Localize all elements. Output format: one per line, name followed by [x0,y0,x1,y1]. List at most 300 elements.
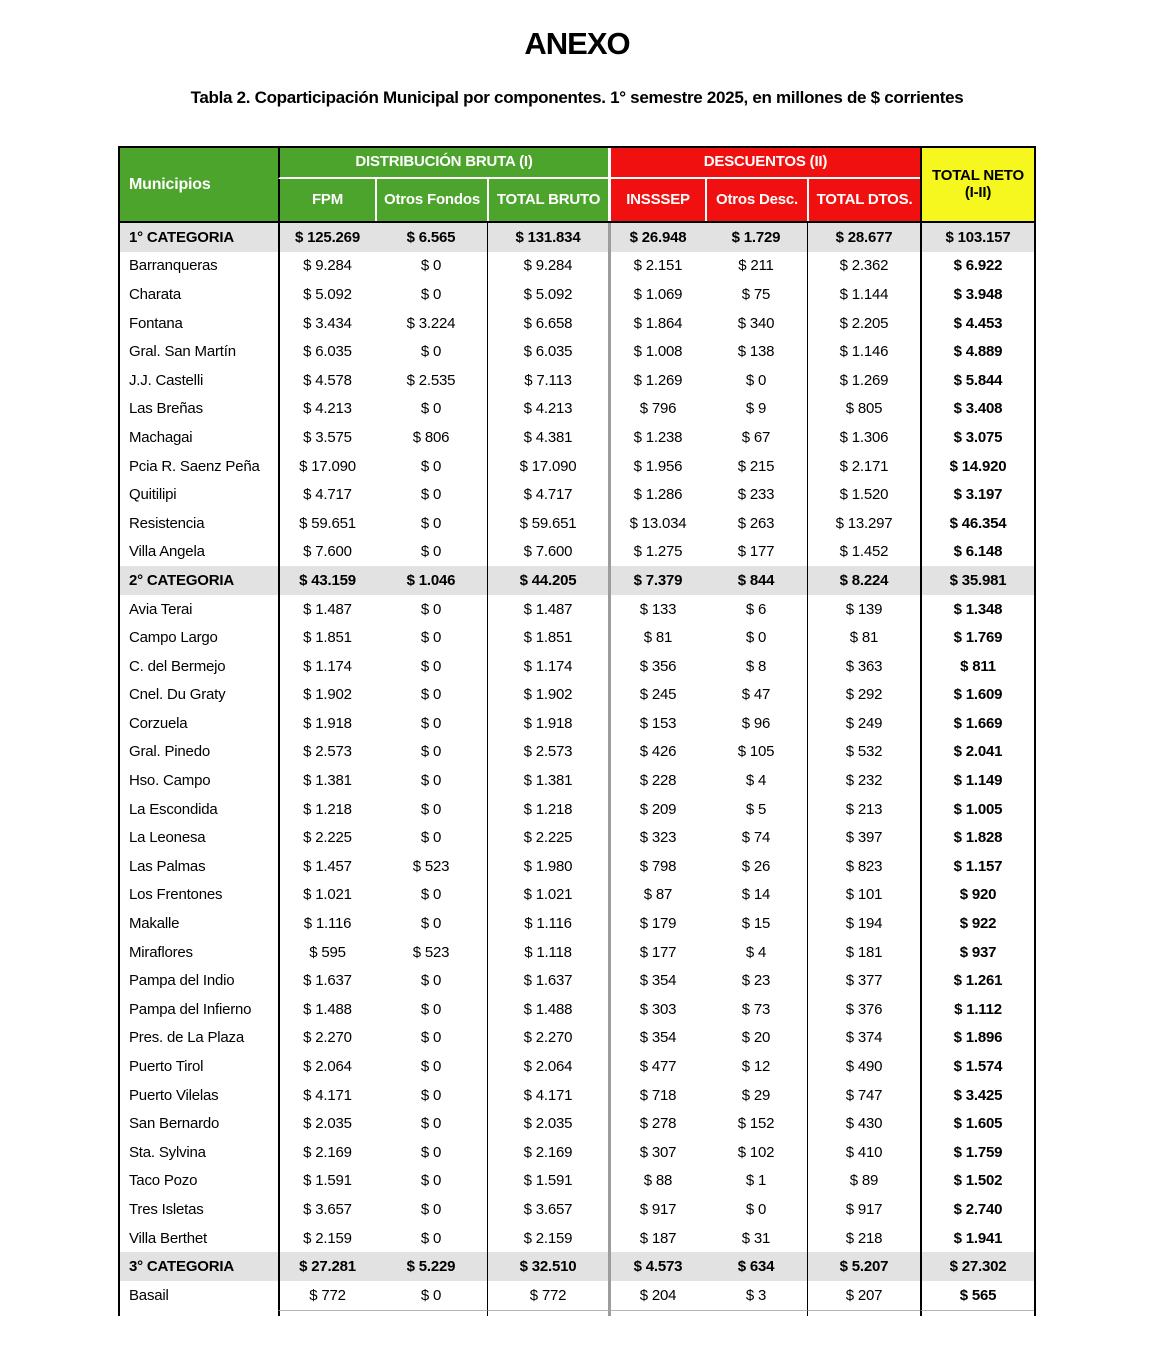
total-dtos-value-cell: $ 363 [807,652,920,681]
otros-desc-value-cell: $ 12 [741,1058,771,1076]
otros-fondos-value-cell: $ 0 [420,1286,442,1304]
total-bruto-value-cell: $ 2.064 [487,1052,608,1081]
municipality-cell: C. del Bermejo [129,657,226,675]
total-bruto-value-cell: $ 2.270 [487,1024,608,1053]
total-dtos-value-cell: $ 805 [807,395,920,424]
table-row [120,509,1034,538]
municipality-cell: La Leonesa [129,829,206,847]
fpm-value-cell: $ 1.381 [278,766,375,795]
total-neto-value-cell: $ 3.425 [920,1081,1034,1110]
otros-desc-value-cell: $ 634 [737,1258,775,1276]
fpm-value-cell: $ 2.169 [278,1138,375,1167]
total-dtos-value-cell: $ 374 [807,1024,920,1053]
total-bruto-value-cell: $ 5.092 [487,280,608,309]
total-bruto-value-cell: $ 4.381 [487,423,608,452]
total-bruto-value-cell: $ 9.284 [487,252,608,281]
total-dtos-value-cell: $ 747 [807,1081,920,1110]
total-neto-value-cell: $ 3.075 [920,423,1034,452]
fpm-value-cell: $ 2.064 [278,1052,375,1081]
total-neto-value-cell: $ 4.889 [920,337,1034,366]
header-total-bruto: TOTAL BRUTO [487,179,608,221]
header-total-neto: TOTAL NETO (I-II) [920,148,1034,221]
total-neto-value-cell: $ 937 [920,938,1034,967]
table-row [120,1138,1034,1167]
table-row [120,995,1034,1024]
otros-fondos-value-cell: $ 0 [420,800,442,818]
total-bruto-value-cell: $ 59.651 [487,509,608,538]
otros-fondos-value-cell: $ 1.046 [406,571,456,589]
fpm-value-cell: $ 1.591 [278,1167,375,1196]
total-neto-value-cell: $ 3.197 [920,480,1034,509]
total-bruto-value-cell: $ 7.600 [487,538,608,567]
table-row [120,223,1034,252]
total-bruto-value-cell: $ 1.116 [487,909,608,938]
municipality-cell: Charata [129,285,181,303]
total-dtos-value-cell: $ 917 [807,1195,920,1224]
otros-desc-value-cell: $ 9 [745,400,767,418]
total-dtos-value-cell: $ 377 [807,966,920,995]
total-dtos-value-cell: $ 5.207 [807,1252,920,1281]
fpm-value-cell: $ 1.637 [278,966,375,995]
otros-fondos-value-cell: $ 0 [420,629,442,647]
fpm-value-cell: $ 1.488 [278,995,375,1024]
fpm-value-cell: $ 6.035 [278,337,375,366]
otros-desc-value-cell: $ 0 [745,371,767,389]
total-bruto-value-cell: $ 1.381 [487,766,608,795]
total-dtos-value-cell: $ 81 [807,623,920,652]
otros-desc-value-cell: $ 4 [745,943,767,961]
otros-fondos-value-cell: $ 0 [420,1229,442,1247]
table-row [120,395,1034,424]
total-bruto-value-cell: $ 772 [487,1281,608,1310]
otros-desc-value-cell: $ 15 [741,915,771,933]
municipality-cell: Las Palmas [129,857,206,875]
total-bruto-value-cell: $ 2.159 [487,1224,608,1253]
fpm-value-cell: $ 1.918 [278,709,375,738]
total-neto-value-cell: $ 1.769 [920,623,1034,652]
otros-fondos-value-cell: $ 806 [412,428,450,446]
total-bruto-value-cell: $ 2.225 [487,823,608,852]
total-neto-value-cell: $ 1.348 [920,595,1034,624]
total-neto-value-cell: $ 6.148 [920,538,1034,567]
municipality-cell: Puerto Tirol [129,1058,204,1076]
total-neto-value-cell: $ 5.844 [920,366,1034,395]
otros-desc-value-cell: $ 152 [737,1115,775,1133]
total-bruto-value-cell: $ 1.487 [487,595,608,624]
header-fpm: FPM [278,179,375,221]
municipality-cell: Pcia R. Saenz Peña [129,457,260,475]
total-dtos-value-cell: $ 1.306 [807,423,920,452]
total-dtos-value-cell: $ 490 [807,1052,920,1081]
municipality-cell: Cnel. Du Graty [129,686,226,704]
fpm-value-cell: $ 4.717 [278,480,375,509]
fpm-value-cell: $ 27.281 [278,1252,375,1281]
otros-fondos-value-cell: $ 0 [420,400,442,418]
municipality-cell: Taco Pozo [129,1172,198,1190]
municipality-cell: 2° CATEGORIA [129,571,234,589]
otros-desc-value-cell: $ 105 [737,743,775,761]
table-row [120,1024,1034,1053]
otros-desc-value-cell: $ 4 [745,772,767,790]
total-bruto-value-cell: $ 1.488 [487,995,608,1024]
otros-desc-value-cell: $ 75 [741,285,771,303]
otros-desc-value-cell: $ 263 [737,514,775,532]
total-dtos-value-cell: $ 249 [807,709,920,738]
total-dtos-value-cell: $ 430 [807,1109,920,1138]
total-neto-value-cell: $ 1.005 [920,795,1034,824]
table-row [120,252,1034,281]
fpm-value-cell: $ 1.174 [278,652,375,681]
inssep-value-cell: $ 177 [608,938,705,967]
inssep-value-cell: $ 798 [608,852,705,881]
municipality-cell: Villa Angela [129,543,205,561]
table-row [120,738,1034,767]
inssep-value-cell: $ 354 [608,966,705,995]
municipality-cell: La Escondida [129,800,218,818]
table-row [120,623,1034,652]
total-neto-value-cell: $ 1.828 [920,823,1034,852]
fpm-value-cell: $ 4.578 [278,366,375,395]
fpm-value-cell: $ 43.159 [278,566,375,595]
total-dtos-value-cell: $ 207 [807,1281,920,1310]
total-dtos-value-cell: $ 89 [807,1167,920,1196]
inssep-value-cell: $ 179 [608,909,705,938]
municipality-cell: Makalle [129,915,180,933]
inssep-value-cell: $ 354 [608,1024,705,1053]
otros-fondos-value-cell: $ 0 [420,915,442,933]
otros-fondos-value-cell: $ 0 [420,714,442,732]
total-dtos-value-cell: $ 139 [807,595,920,624]
header-total-dtos: TOTAL DTOS. [807,179,920,221]
otros-fondos-value-cell: $ 0 [420,1200,442,1218]
municipality-cell: Sta. Sylvina [129,1143,206,1161]
total-dtos-value-cell: $ 28.677 [807,223,920,252]
otros-fondos-value-cell: $ 0 [420,1029,442,1047]
table-row [120,566,1034,595]
total-dtos-value-cell: $ 218 [807,1224,920,1253]
otros-fondos-value-cell: $ 0 [420,657,442,675]
total-neto-value-cell: $ 1.502 [920,1167,1034,1196]
otros-desc-value-cell: $ 26 [741,857,771,875]
inssep-value-cell: $ 187 [608,1224,705,1253]
otros-desc-value-cell: $ 102 [737,1143,775,1161]
total-dtos-value-cell: $ 1.144 [807,280,920,309]
table-header [120,148,1034,223]
total-neto-value-cell: $ 922 [920,909,1034,938]
inssep-value-cell: $ 303 [608,995,705,1024]
otros-desc-value-cell: $ 31 [741,1229,771,1247]
total-neto-value-cell: $ 1.605 [920,1109,1034,1138]
header-group-distribucion-bruta: DISTRIBUCIÓN BRUTA (I) [278,148,608,179]
total-dtos-value-cell: $ 532 [807,738,920,767]
table-row [120,709,1034,738]
total-bruto-value-cell: $ 1.851 [487,623,608,652]
otros-fondos-value-cell: $ 0 [420,343,442,361]
fpm-value-cell: $ 2.225 [278,823,375,852]
otros-fondos-value-cell: $ 0 [420,972,442,990]
inssep-value-cell: $ 1.269 [608,366,705,395]
otros-fondos-value-cell: $ 0 [420,829,442,847]
total-bruto-value-cell: $ 3.657 [487,1195,608,1224]
municipality-cell: Barranqueras [129,257,218,275]
otros-desc-value-cell: $ 29 [741,1086,771,1104]
otros-fondos-value-cell: $ 0 [420,1058,442,1076]
total-neto-value-cell: $ 4.453 [920,309,1034,338]
fpm-value-cell: $ 2.035 [278,1109,375,1138]
otros-fondos-value-cell: $ 0 [420,1172,442,1190]
otros-desc-value-cell: $ 233 [737,486,775,504]
municipality-cell: Basail [129,1286,169,1304]
otros-desc-value-cell: $ 138 [737,343,775,361]
municipality-cell: Gral. Pinedo [129,743,210,761]
inssep-value-cell: $ 307 [608,1138,705,1167]
municipality-cell: Avia Terai [129,600,193,618]
total-neto-value-cell: $ 46.354 [920,509,1034,538]
fpm-value-cell: $ 59.651 [278,509,375,538]
total-bruto-value-cell: $ 1.118 [487,938,608,967]
total-bruto-value-cell: $ 1.902 [487,681,608,710]
total-bruto-value-cell: $ 4.717 [487,480,608,509]
total-bruto-value-cell: $ 4.171 [487,1081,608,1110]
fpm-value-cell: $ 17.090 [278,452,375,481]
otros-desc-value-cell: $ 211 [738,257,774,275]
otros-fondos-value-cell: $ 0 [420,1086,442,1104]
otros-desc-value-cell: $ 0 [745,629,767,647]
inssep-value-cell: $ 13.034 [608,509,705,538]
total-dtos-value-cell: $ 1.269 [807,366,920,395]
page-title: ANEXO [524,26,630,61]
table-row [120,423,1034,452]
municipality-cell: Pampa del Indio [129,972,235,990]
total-bruto-value-cell: $ 4.213 [487,395,608,424]
fpm-value-cell: $ 1.116 [278,909,375,938]
otros-desc-value-cell: $ 1 [745,1172,767,1190]
table-row [120,1167,1034,1196]
municipality-cell: Machagai [129,428,193,446]
municipality-cell: 3° CATEGORIA [129,1258,234,1276]
table-row [120,881,1034,910]
otros-fondos-value-cell: $ 0 [420,285,442,303]
inssep-value-cell: $ 718 [608,1081,705,1110]
total-neto-value-cell: $ 1.759 [920,1138,1034,1167]
otros-fondos-value-cell: $ 0 [420,600,442,618]
otros-fondos-value-cell: $ 0 [420,1115,442,1133]
header-group-descuentos: DESCUENTOS (II) [608,148,920,179]
table-row [120,1052,1034,1081]
total-neto-value-cell: $ 27.302 [920,1252,1034,1281]
table-row [120,309,1034,338]
inssep-value-cell: $ 133 [608,595,705,624]
otros-desc-value-cell: $ 73 [741,1000,771,1018]
header-municipios: Municipios [120,148,278,221]
total-bruto-value-cell: $ 32.510 [487,1252,608,1281]
municipality-cell: Campo Largo [129,629,218,647]
total-dtos-value-cell: $ 823 [807,852,920,881]
inssep-value-cell: $ 477 [608,1052,705,1081]
otros-desc-value-cell: $ 8 [745,657,767,675]
municipality-cell: Villa Berthet [129,1229,208,1247]
total-neto-value-cell: $ 14.920 [920,452,1034,481]
total-neto-value-cell: $ 103.157 [920,223,1034,252]
municipality-cell: J.J. Castelli [129,371,204,389]
otros-fondos-value-cell: $ 0 [420,886,442,904]
inssep-value-cell: $ 88 [608,1167,705,1196]
otros-fondos-value-cell: $ 523 [412,943,450,961]
fpm-value-cell: $ 4.171 [278,1081,375,1110]
inssep-value-cell: $ 1.069 [608,280,705,309]
table-row [120,1224,1034,1253]
table-row [120,852,1034,881]
inssep-value-cell: $ 4.573 [608,1252,705,1281]
otros-desc-value-cell: $ 844 [737,571,775,589]
total-bruto-value-cell: $ 6.658 [487,309,608,338]
total-bruto-value-cell: $ 1.218 [487,795,608,824]
otros-desc-value-cell: $ 23 [741,972,771,990]
otros-desc-value-cell: $ 177 [737,543,775,561]
total-dtos-value-cell: $ 213 [807,795,920,824]
inssep-value-cell: $ 245 [608,681,705,710]
total-neto-value-cell: $ 2.041 [920,738,1034,767]
table-row [120,280,1034,309]
inssep-value-cell: $ 228 [608,766,705,795]
fpm-value-cell: $ 3.657 [278,1195,375,1224]
total-neto-value-cell: $ 811 [920,652,1034,681]
otros-fondos-value-cell: $ 5.229 [406,1258,456,1276]
table-cut-edge [120,1310,1034,1316]
table-row [120,823,1034,852]
fpm-value-cell: $ 1.021 [278,881,375,910]
otros-fondos-value-cell: $ 0 [420,1143,442,1161]
fpm-value-cell: $ 9.284 [278,252,375,281]
table-row [120,1281,1034,1310]
otros-fondos-value-cell: $ 2.535 [406,371,456,389]
fpm-value-cell: $ 2.270 [278,1024,375,1053]
municipality-cell: Miraflores [129,943,193,961]
fpm-value-cell: $ 1.902 [278,681,375,710]
total-neto-value-cell: $ 1.574 [920,1052,1034,1081]
inssep-value-cell: $ 209 [608,795,705,824]
inssep-value-cell: $ 1.864 [608,309,705,338]
total-neto-value-cell: $ 2.740 [920,1195,1034,1224]
otros-desc-value-cell: $ 74 [741,829,771,847]
inssep-value-cell: $ 426 [608,738,705,767]
fpm-value-cell: $ 2.159 [278,1224,375,1253]
otros-desc-value-cell: $ 5 [745,800,767,818]
inssep-value-cell: $ 204 [608,1281,705,1310]
otros-fondos-value-cell: $ 0 [420,457,442,475]
table-row [120,652,1034,681]
total-bruto-value-cell: $ 1.918 [487,709,608,738]
inssep-value-cell: $ 26.948 [608,223,705,252]
total-dtos-value-cell: $ 101 [807,881,920,910]
header-otros-fondos: Otros Fondos [375,179,487,221]
total-neto-value-cell: $ 3.948 [920,280,1034,309]
total-neto-value-cell: $ 1.261 [920,966,1034,995]
total-dtos-value-cell: $ 1.146 [807,337,920,366]
fpm-value-cell: $ 772 [278,1281,375,1310]
header-inssep: INSSSEP [608,179,705,221]
total-dtos-value-cell: $ 1.520 [807,480,920,509]
otros-fondos-value-cell: $ 523 [412,857,450,875]
otros-fondos-value-cell: $ 0 [420,772,442,790]
table-row [120,452,1034,481]
table-row [120,337,1034,366]
total-neto-value-cell: $ 1.609 [920,681,1034,710]
total-bruto-value-cell: $ 131.834 [487,223,608,252]
municipality-cell: Pampa del Infierno [129,1000,252,1018]
table-row [120,909,1034,938]
municipality-cell: Gral. San Martín [129,343,236,361]
table-row [120,1081,1034,1110]
otros-fondos-value-cell: $ 0 [420,486,442,504]
municipality-cell: Corzuela [129,714,188,732]
total-neto-value-cell: $ 1.149 [920,766,1034,795]
total-neto-value-cell: $ 1.941 [920,1224,1034,1253]
fpm-value-cell: $ 125.269 [278,223,375,252]
total-neto-value-cell: $ 35.981 [920,566,1034,595]
fpm-value-cell: $ 4.213 [278,395,375,424]
total-dtos-value-cell: $ 8.224 [807,566,920,595]
table-row [120,1195,1034,1224]
otros-desc-value-cell: $ 20 [741,1029,771,1047]
table-row [120,681,1034,710]
inssep-value-cell: $ 796 [608,395,705,424]
total-neto-value-cell: $ 1.157 [920,852,1034,881]
table-row [120,538,1034,567]
inssep-value-cell: $ 1.286 [608,480,705,509]
otros-desc-value-cell: $ 215 [737,457,775,475]
total-bruto-value-cell: $ 2.573 [487,738,608,767]
inssep-value-cell: $ 7.379 [608,566,705,595]
otros-fondos-value-cell: $ 6.565 [406,228,456,246]
otros-desc-value-cell: $ 6 [745,600,767,618]
total-dtos-value-cell: $ 2.205 [807,309,920,338]
municipality-cell: Pres. de La Plaza [129,1029,245,1047]
fpm-value-cell: $ 1.218 [278,795,375,824]
otros-fondos-value-cell: $ 0 [420,686,442,704]
table-row [120,1109,1034,1138]
total-neto-value-cell: $ 6.922 [920,252,1034,281]
municipality-cell: Hso. Campo [129,772,211,790]
inssep-value-cell: $ 323 [608,823,705,852]
inssep-value-cell: $ 2.151 [608,252,705,281]
table-row [120,938,1034,967]
table-body [120,223,1034,1310]
table-row [120,480,1034,509]
total-bruto-value-cell: $ 44.205 [487,566,608,595]
municipality-cell: Las Breñas [129,400,203,418]
total-dtos-value-cell: $ 397 [807,823,920,852]
total-dtos-value-cell: $ 292 [807,681,920,710]
inssep-value-cell: $ 1.956 [608,452,705,481]
total-neto-value-cell: $ 1.896 [920,1024,1034,1053]
total-dtos-value-cell: $ 410 [807,1138,920,1167]
municipality-cell: 1° CATEGORIA [129,228,234,246]
table-row [120,595,1034,624]
otros-desc-value-cell: $ 0 [745,1200,767,1218]
otros-fondos-value-cell: $ 0 [420,1000,442,1018]
otros-fondos-value-cell: $ 0 [420,257,442,275]
municipality-cell: Los Frentones [129,886,223,904]
municipality-cell: San Bernardo [129,1115,220,1133]
total-dtos-value-cell: $ 181 [807,938,920,967]
fpm-value-cell: $ 3.434 [278,309,375,338]
total-bruto-value-cell: $ 17.090 [487,452,608,481]
inssep-value-cell: $ 917 [608,1195,705,1224]
inssep-value-cell: $ 153 [608,709,705,738]
total-dtos-value-cell: $ 194 [807,909,920,938]
otros-desc-value-cell: $ 47 [741,686,771,704]
